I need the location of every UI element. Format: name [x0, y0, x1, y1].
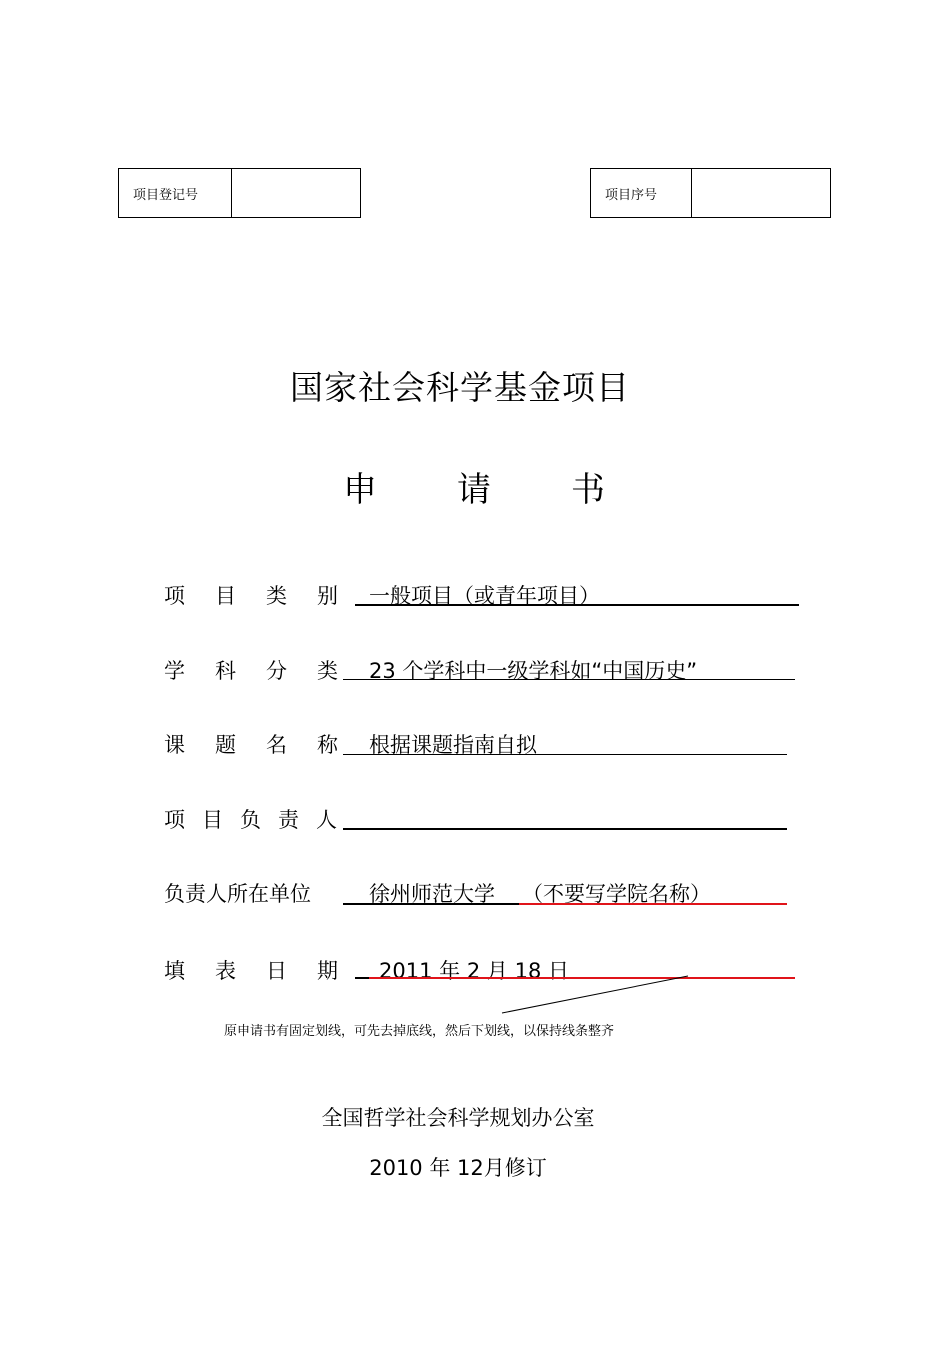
unit-value[interactable]: 徐州师范大学 — [369, 882, 495, 906]
date-day-unit: 日 — [548, 959, 569, 983]
subtitle-char-2: 请 — [457, 470, 491, 510]
date-day: 18 — [514, 959, 542, 983]
issuing-office: 全国哲学社会科学规划办公室 — [321, 1106, 595, 1130]
label-char: 项 — [164, 808, 185, 832]
category-value[interactable]: 一般项目（或青年项目） — [369, 584, 600, 608]
label-char: 人 — [316, 808, 337, 832]
registration-number-label: 项目登记号 — [119, 169, 232, 217]
revision-year: 2010 — [369, 1156, 423, 1180]
label-char: 目 — [215, 584, 236, 608]
date-year-unit: 年 — [439, 959, 461, 983]
annotation-note: 原申请书有固定划线，可先去掉底线，然后下划线，以保持线条整齐 — [224, 1024, 615, 1039]
serial-number-label: 项目序号 — [591, 169, 692, 217]
label-char: 表 — [215, 959, 236, 983]
revision-date — [0, 1152, 916, 1182]
unit-note: （不要写学院名称） — [522, 882, 711, 906]
label-char: 目 — [202, 808, 223, 832]
label-char: 期 — [317, 959, 338, 983]
subtitle-char-1: 申 — [343, 470, 377, 510]
discipline-value[interactable]: 23 个学科中一级学科如“中国历史” — [369, 659, 698, 683]
unit-label: 负责人所在单位 — [164, 882, 311, 906]
topic-value[interactable]: 根据课题指南自拟 — [369, 733, 537, 757]
label-char: 名 — [266, 733, 287, 757]
label-char: 学 — [164, 659, 185, 683]
revision-month-unit: 月修订 — [483, 1156, 547, 1180]
label-char: 填 — [164, 959, 185, 983]
label-char: 日 — [266, 959, 287, 983]
label-char: 课 — [164, 733, 185, 757]
label-char: 题 — [215, 733, 236, 757]
label-char: 项 — [164, 584, 185, 608]
subtitle-char-3: 书 — [571, 470, 605, 510]
date-month-unit: 月 — [486, 959, 508, 983]
revision-month: 12 — [457, 1156, 484, 1180]
date-year: 2011 — [379, 959, 433, 983]
label-char: 分 — [266, 659, 287, 683]
label-char: 称 — [317, 733, 338, 757]
label-char: 类 — [317, 659, 338, 683]
label-char: 负 — [240, 808, 261, 832]
label-char: 类 — [266, 584, 287, 608]
label-char: 别 — [317, 584, 338, 608]
revision-year-unit: 年 — [429, 1156, 451, 1180]
date-month: 2 — [466, 959, 481, 983]
document-title: 国家社会科学基金项目 — [290, 368, 630, 407]
label-char: 责 — [278, 808, 299, 832]
label-char: 科 — [215, 659, 236, 683]
